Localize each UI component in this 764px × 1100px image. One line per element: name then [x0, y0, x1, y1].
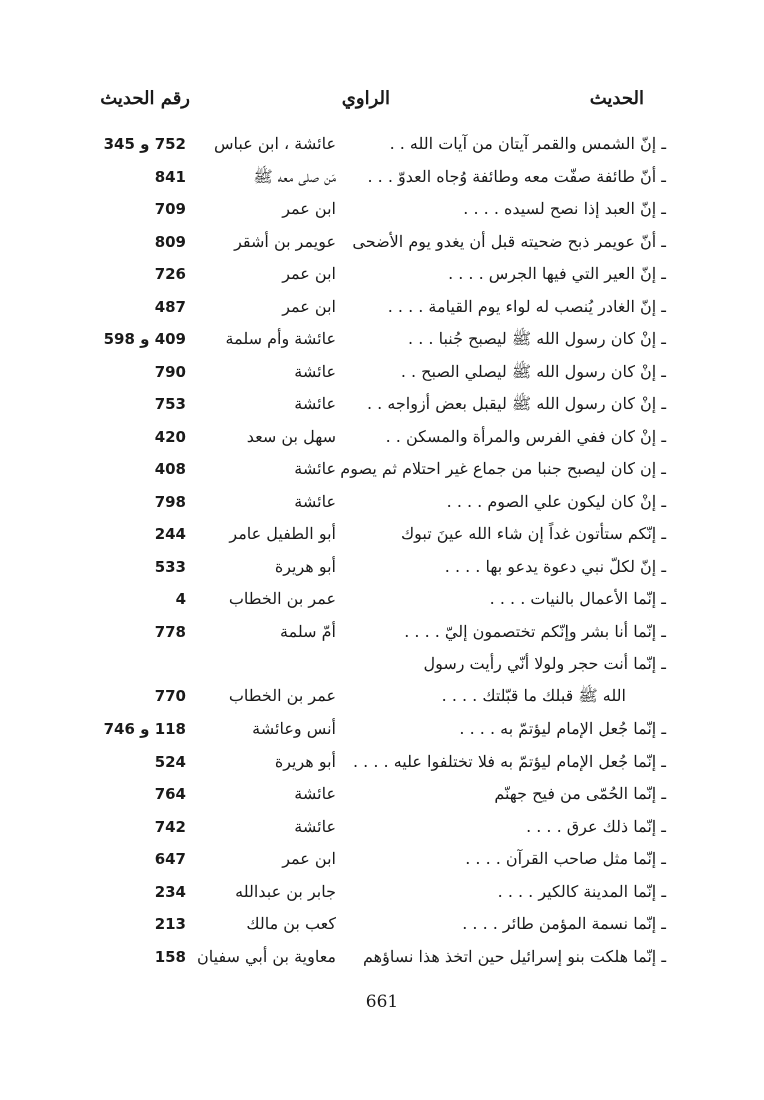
- hadith-line: ـ إنّما نسمة المؤمن طائر . . . .: [462, 914, 666, 933]
- hadith-line: ـ إنّما أنا بشر وإنّكم تختصمون إليّ . . . .: [404, 621, 666, 641]
- hadith-number: 809: [154, 232, 186, 251]
- rawi-text: عمر بن الخطاب: [228, 686, 336, 705]
- hadith-text: [346, 356, 666, 388]
- header-hadith: الحديث: [589, 88, 644, 109]
- hadith-text: [346, 616, 666, 648]
- table-row: [96, 421, 666, 454]
- hadith-text: [346, 941, 666, 973]
- rawi-text: عائشة: [294, 491, 336, 511]
- rawi-text: أمّ سلمة: [280, 621, 336, 641]
- table-row: [96, 226, 666, 259]
- hadith-line: ـ إنْ كان رسول الله ﷺ ليقبل بعض أزواجه . .: [366, 394, 666, 413]
- hadith-text: [346, 908, 666, 940]
- hadith-text: [346, 778, 666, 810]
- hadith-number: 764: [154, 785, 186, 803]
- hadith-line: ـ إنْ كان رسول الله ﷺ ليصبح جُنبا . . .: [408, 329, 666, 348]
- hadith-line: ـ إنّ لكلّ نبي دعوة يدعو بها . . . .: [444, 556, 666, 576]
- hadith-line: ـ إنّ العبد إذا نصح لسيده . . . .: [463, 199, 666, 218]
- hadith-text: [346, 876, 666, 908]
- table-row: [96, 161, 666, 194]
- hadith-number: 752 و 345: [103, 135, 186, 153]
- hadith-text: [346, 128, 666, 160]
- hadith-number: 753: [154, 395, 186, 413]
- table-row: [96, 811, 666, 844]
- rawi-text: مَن صلى معه ﷺ: [253, 166, 336, 186]
- hadith-number: 524: [154, 752, 186, 771]
- hadith-text: [346, 226, 666, 258]
- table-row: [96, 258, 666, 291]
- rawi-text: ابن عمر: [282, 849, 336, 868]
- table-row: [96, 713, 666, 746]
- hadith-line: ـ إنّما الحُمّى من فيح جهنّم: [494, 784, 666, 803]
- hadith-text: [346, 388, 666, 420]
- table-row: [96, 128, 666, 161]
- hadith-text: [346, 486, 666, 518]
- rawi-text: أنس وعائشة: [252, 719, 336, 738]
- hadith-number: 4: [175, 590, 186, 608]
- hadith-number: 213: [154, 915, 186, 933]
- table-row: [96, 648, 666, 713]
- table-row: [96, 453, 666, 486]
- hadith-number: 770: [154, 687, 186, 705]
- table-row: [96, 356, 666, 389]
- table-row: [96, 193, 666, 226]
- hadith-number: 841: [154, 167, 186, 186]
- rawi-text: عمر بن الخطاب: [228, 589, 336, 608]
- hadith-line: ـ إنّ العير التي فيها الجرس . . . .: [448, 264, 666, 283]
- hadith-text: [346, 648, 666, 712]
- rawi-text: كعب بن مالك: [246, 914, 336, 933]
- rawi-text: أبو الطفيل عامر: [229, 524, 336, 543]
- hadith-table: [96, 128, 666, 973]
- hadith-number: 244: [154, 525, 186, 543]
- hadith-line: ـ إنْ كان ليكون علي الصوم . . . .: [446, 491, 666, 511]
- hadith-number: 118 و 746: [103, 720, 186, 738]
- page-number: 661: [365, 992, 399, 1012]
- rawi-text: ابن عمر: [282, 264, 336, 283]
- rawi-text: عائشة: [294, 784, 336, 803]
- hadith-line: ـ إنّما مثل صاحب القرآن . . . .: [465, 849, 666, 868]
- hadith-line: ـ إنّما الأعمال بالنيات . . . .: [489, 589, 666, 608]
- table-row: [96, 746, 666, 779]
- hadith-line: ـ إنّما جُعل الإمام ليؤتمّ به فلا تختلفوا عليه . . . .: [353, 751, 666, 771]
- hadith-text: [346, 583, 666, 615]
- table-row: [96, 551, 666, 584]
- hadith-line: ـ إنّ الغادر يُنصب له لواء يوم القيامة . . . .: [387, 296, 666, 316]
- hadith-number: 647: [154, 850, 186, 868]
- hadith-number: 487: [154, 297, 186, 316]
- rawi-text: عائشة وأم سلمة: [225, 329, 336, 348]
- hadith-text: [346, 323, 666, 355]
- header-number: رقم الحديث: [100, 88, 190, 109]
- table-row: [96, 908, 666, 941]
- hadith-text: [346, 811, 666, 843]
- hadith-text: [346, 421, 666, 453]
- hadith-line: الله ﷺ قبلك ما قبّلتك . . . .: [441, 686, 626, 705]
- hadith-number: 709: [154, 200, 186, 218]
- hadith-line: ـ إنّما المدينة كالكير . . . .: [497, 881, 666, 901]
- hadith-number: 742: [154, 817, 186, 836]
- hadith-number: 790: [154, 362, 186, 381]
- table-row: [96, 388, 666, 421]
- hadith-line: ـ إنّكم ستأتون غداً إن شاء الله عينَ تبوك: [400, 524, 666, 543]
- hadith-number: 158: [154, 947, 186, 966]
- rawi-text: جابر بن عبدالله: [235, 881, 336, 901]
- hadith-number: 778: [154, 622, 186, 641]
- hadith-text: [346, 551, 666, 583]
- hadith-number: 533: [154, 557, 186, 576]
- rawi-text: عويمر بن أشقر: [234, 231, 336, 251]
- hadith-line: ـ إنْ كان ففي الفرس والمرأة والمسكن . .: [385, 426, 666, 446]
- table-row: [96, 291, 666, 324]
- rawi-text: عائشة: [294, 394, 336, 413]
- rawi-text: أبو هريرة: [274, 556, 336, 576]
- hadith-number: 409 و 598: [103, 330, 186, 348]
- table-row: [96, 778, 666, 811]
- rawi-text: أبو هريرة: [274, 751, 336, 771]
- hadith-text: [340, 453, 666, 485]
- hadith-line: ـ إنّما جُعل الإمام ليؤتمّ به . . . .: [459, 719, 666, 738]
- hadith-line: ـ إنّما ذلك عرق . . . .: [526, 816, 666, 836]
- hadith-number: 726: [154, 265, 186, 283]
- table-row: [96, 843, 666, 876]
- hadith-text: [346, 258, 666, 290]
- hadith-text: [346, 291, 666, 323]
- hadith-text: [346, 713, 666, 745]
- hadith-line: ـ إنّما أنت حجر ولولا أنّي رأيت رسول: [423, 654, 666, 673]
- hadith-line: ـ إن كان ليصبح جنبا من جماع غير احتلام ثم يصوم: [340, 459, 666, 478]
- rawi-text: سهل بن سعد: [246, 426, 336, 446]
- hadith-line: ـ إنّ الشمس والقمر آيتان من آيات الله . .: [389, 134, 666, 153]
- hadith-text: [346, 193, 666, 225]
- table-row: [96, 486, 666, 519]
- table-row: [96, 518, 666, 551]
- hadith-text: [346, 161, 666, 193]
- table-row: [96, 876, 666, 909]
- rawi-text: عائشة: [294, 361, 336, 381]
- hadith-number: 408: [154, 460, 186, 478]
- rawi-text: معاوية بن أبي سفيان: [197, 946, 336, 966]
- rawi-text: عائشة ، ابن عباس: [213, 134, 336, 153]
- rawi-text: ابن عمر: [282, 296, 336, 316]
- hadith-line: ـ إنّما هلكت بنو إسرائيل حين اتخذ هذا نساؤهم: [363, 946, 666, 966]
- hadith-number: 234: [154, 882, 186, 901]
- hadith-number: 798: [154, 492, 186, 511]
- rawi-text: ابن عمر: [282, 199, 336, 218]
- rawi-text: عائشة: [294, 459, 336, 478]
- rawi-text: عائشة: [294, 816, 336, 836]
- hadith-line: ـ أنّ طائفة صفّت معه وطائفة وُجاه العدوّ . . .: [367, 166, 666, 186]
- table-row: [96, 323, 666, 356]
- table-row: [96, 583, 666, 616]
- hadith-text: [346, 843, 666, 875]
- hadith-line: ـ أنّ عويمر ذبح ضحيته قبل أن يغدو يوم الأضحى: [352, 231, 666, 251]
- hadith-line: ـ إنْ كان رسول الله ﷺ ليصلي الصبح . .: [400, 361, 666, 381]
- table-header: [100, 88, 660, 116]
- table-row: [96, 616, 666, 649]
- table-row: [96, 941, 666, 974]
- hadith-number: 420: [154, 427, 186, 446]
- header-rawi: الراوي: [341, 88, 390, 109]
- hadith-text: [346, 518, 666, 550]
- hadith-text: [346, 746, 666, 778]
